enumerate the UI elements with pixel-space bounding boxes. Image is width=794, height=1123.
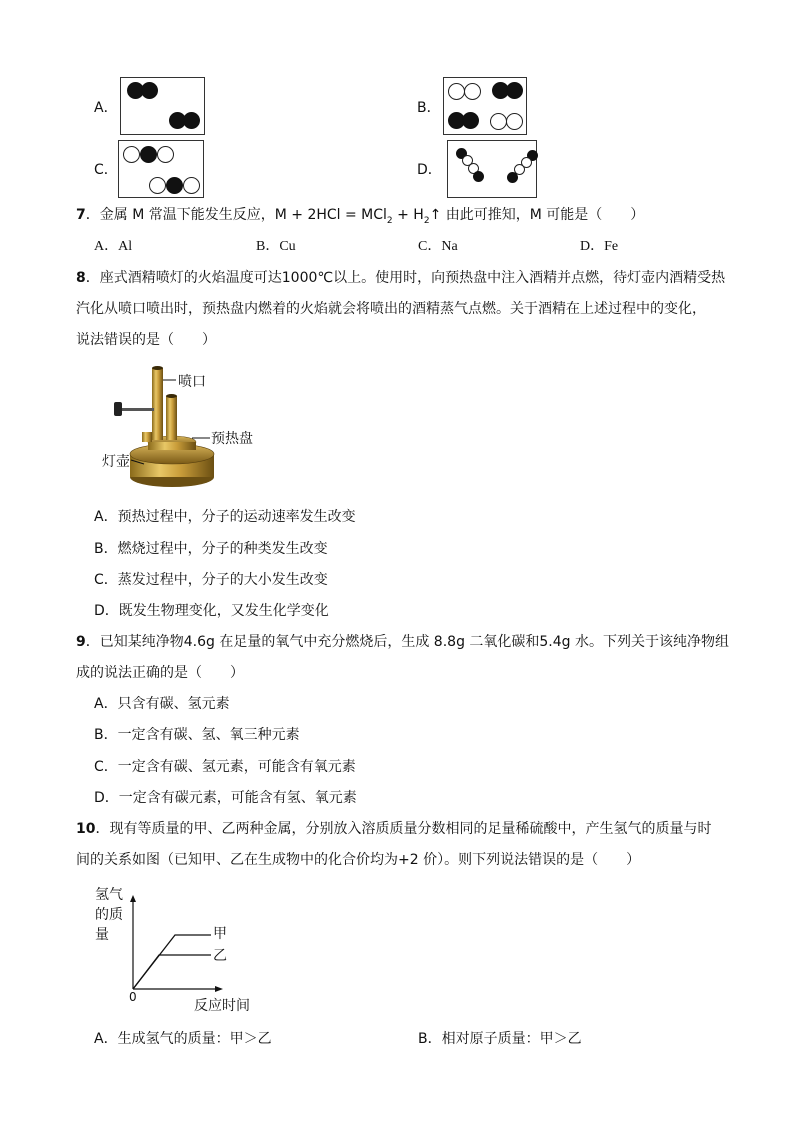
- q8-option-a: A．预热过程中，分子的运动速率发生改变: [94, 509, 356, 525]
- white-atom: [506, 113, 523, 130]
- q10-text: ．现有等质量的甲、乙两种金属，分别放入溶质质量分数相同的足量稀硫酸中，产生氢气的质量与时: [95, 821, 712, 837]
- graph-ylabel-line-3: 量: [95, 927, 109, 943]
- option-label: C．: [94, 162, 118, 178]
- series-label-yi: 乙: [213, 948, 227, 964]
- hydrogen-graph: [125, 893, 225, 993]
- q10-option-a: A．生成氢气的质量：甲＞乙: [94, 1031, 272, 1047]
- black-atom: [166, 177, 183, 194]
- black-atom: [183, 112, 200, 129]
- white-atom: [448, 83, 465, 100]
- graph-axes-and-lines: [125, 893, 225, 993]
- q9-option-c: C．一定含有碳、氢元素，可能含有氧元素: [94, 759, 356, 775]
- q7-option-c: C．Na: [418, 239, 458, 254]
- white-atom: [157, 146, 174, 163]
- q10-line-2: 间的关系如图（已知甲、乙在生成物中的化合价均为+2 价）。则下列说法错误的是（ ）: [76, 852, 641, 868]
- q7-option-b: B．Cu: [256, 239, 296, 254]
- question-number: 8: [76, 270, 86, 286]
- q8-line-3: 说法错误的是（ ）: [76, 332, 216, 348]
- q9-option-a: A．只含有碳、氢元素: [94, 696, 230, 712]
- q9-line-2: 成的说法正确的是（ ）: [76, 665, 244, 681]
- white-atom: [464, 83, 481, 100]
- white-atom: [149, 177, 166, 194]
- option-label: B．: [417, 100, 441, 116]
- gas-arrow: ↑: [429, 207, 442, 223]
- graph-ylabel-line-1: 氢气: [95, 887, 123, 903]
- q9-text: ．已知某纯净物4.6g 在足量的氧气中充分燃烧后，生成 8.8g 二氧化碳和5.4g 水。下列关于该纯净物组: [85, 634, 730, 650]
- label-nozzle: 喷口: [178, 374, 206, 390]
- q7-stem-b: 由此可推知，M 可能是（ ）: [441, 207, 645, 223]
- black-atom: [462, 112, 479, 129]
- particle-box-d: [447, 140, 537, 198]
- white-atom: [123, 146, 140, 163]
- particle-box-b: [443, 77, 527, 135]
- q10-option-b: B．相对原子质量：甲＞乙: [418, 1031, 582, 1047]
- subscript: 2: [423, 215, 430, 226]
- q9-option-d: D．一定含有碳元素，可能含有氢、氧元素: [94, 790, 357, 806]
- question-number: 7: [76, 207, 86, 223]
- subscript: 2: [386, 215, 393, 226]
- label-preheat-dish: 预热盘: [211, 431, 253, 447]
- option-label: A．: [94, 100, 118, 116]
- q7-option-d: D．Fe: [580, 239, 619, 254]
- black-atom: [507, 172, 518, 183]
- series-label-jia: 甲: [213, 926, 227, 942]
- q8-option-b: B．燃烧过程中，分子的种类发生改变: [94, 541, 328, 557]
- option-label: D．: [417, 162, 442, 178]
- question-number: 9: [76, 634, 86, 650]
- q8-text: ．座式酒精喷灯的火焰温度可达1000℃以上。使用时，向预热盘中注入酒精并点燃，待灯壶内酒精受热: [85, 270, 726, 286]
- white-atom: [490, 113, 507, 130]
- black-atom: [141, 82, 158, 99]
- black-atom: [473, 171, 484, 182]
- particle-box-c: [118, 140, 204, 198]
- q8-line-2: 汽化从喷口喷出时，预热盘内燃着的火焰就会将喷出的酒精蒸气点燃。关于酒精在上述过程中的变化，: [76, 301, 706, 317]
- graph-xlabel: 反应时间: [194, 998, 250, 1014]
- q10-line-1: [76, 819, 711, 839]
- q7-stem: [76, 205, 644, 231]
- q8-option-d: D．既发生物理变化，又发生化学变化: [94, 603, 329, 619]
- series-jia-line: [133, 935, 211, 989]
- q9-option-b: B．一定含有碳、氢、氧三种元素: [94, 727, 300, 743]
- particle-box-a: [120, 77, 205, 135]
- q7-stem-a: ．金属 M 常温下能发生反应，M + 2HCl = MCl: [85, 207, 387, 223]
- question-number: 10: [76, 821, 96, 837]
- q8-line-1: [76, 268, 725, 288]
- series-yi-line: [133, 955, 211, 989]
- graph-ylabel-line-2: 的质: [95, 907, 123, 923]
- label-lamp-pot: 灯壶: [102, 454, 130, 470]
- q9-line-1: [76, 632, 729, 652]
- black-atom: [506, 82, 523, 99]
- white-atom: [183, 177, 200, 194]
- q7-option-a: A．Al: [94, 239, 133, 254]
- q7-plus: + H: [392, 207, 424, 223]
- q8-option-c: C．蒸发过程中，分子的大小发生改变: [94, 572, 328, 588]
- black-atom: [140, 146, 157, 163]
- graph-origin: 0: [129, 990, 137, 1004]
